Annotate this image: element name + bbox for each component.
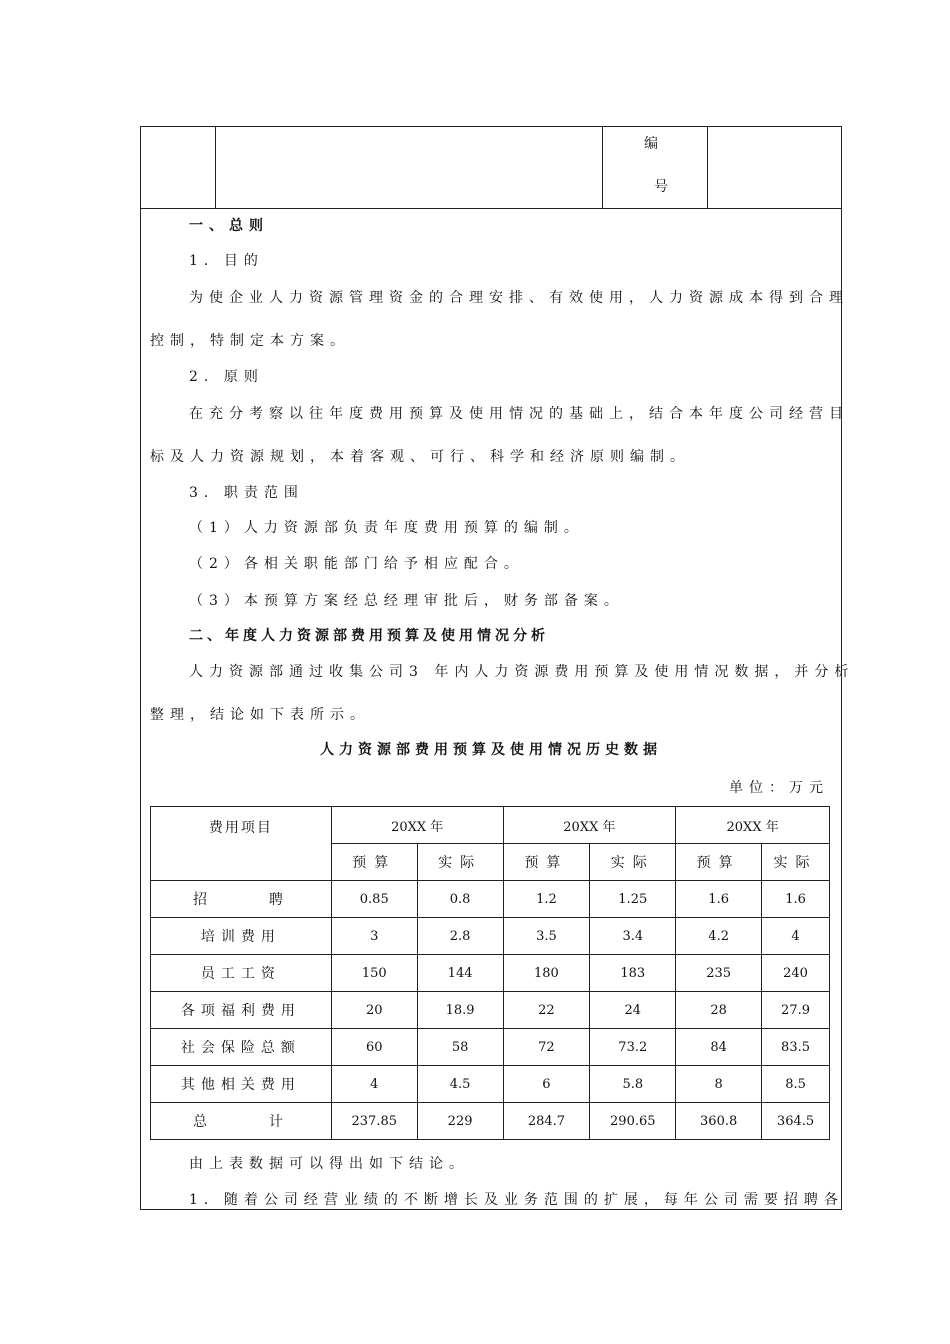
table-cell: 20 (331, 992, 417, 1029)
column-header-year-3: 20XX 年 (676, 807, 830, 844)
table-title: 人力资源部费用预算及使用情况历史数据 (320, 742, 662, 758)
table-unit: 单位：万元 (729, 780, 829, 796)
section-1-1-title: 1．目的 (189, 253, 264, 269)
table-cell: 1.6 (762, 881, 830, 918)
table-row (151, 955, 830, 992)
table-cell: 18.9 (417, 992, 503, 1029)
section-2-line-1: 人力资源部通过收集公司3 年内人力资源费用预算及使用情况数据，并分析 (189, 664, 855, 680)
table-cell: 4.2 (676, 918, 762, 955)
table-cell: 3.4 (590, 918, 676, 955)
table-cell: 229 (417, 1103, 503, 1140)
section-2-line-2: 整理，结论如下表所示。 (150, 707, 370, 723)
header-cell-title (216, 127, 603, 208)
row-label-training: 培训费用 (151, 918, 332, 955)
table-cell: 150 (331, 955, 417, 992)
sub-header-budget-1: 预算 (331, 844, 417, 881)
header-cell-number-value (708, 127, 842, 208)
column-header-year-1: 20XX 年 (331, 807, 503, 844)
sub-header-budget-3: 预算 (676, 844, 762, 881)
section-1-3-item-3: （3）本预算方案经总经理审批后，财务部备案。 (189, 593, 624, 609)
table-cell: 183 (590, 955, 676, 992)
table-cell: 5.8 (590, 1066, 676, 1103)
table-row (151, 1103, 830, 1140)
table-cell: 1.25 (590, 881, 676, 918)
section-1-2-line-2: 标及人力资源规划，本着客观、可行、科学和经济原则编制。 (150, 449, 690, 465)
sub-header-budget-2: 预算 (503, 844, 590, 881)
row-label-other: 其他相关费用 (151, 1066, 332, 1103)
table-header-row-1 (151, 807, 830, 844)
row-label-social-insurance: 社会保险总额 (151, 1029, 332, 1066)
sub-header-actual-2: 实际 (590, 844, 676, 881)
document-frame (140, 126, 855, 1210)
table-cell: 8 (676, 1066, 762, 1103)
table-cell: 73.2 (590, 1029, 676, 1066)
header-cell-number-label (603, 127, 708, 208)
table-cell: 2.8 (417, 918, 503, 955)
section-1-2-line-1: 在充分考察以往年度费用预算及使用情况的基础上，结合本年度公司经营目 (189, 406, 849, 422)
table-cell: 0.8 (417, 881, 503, 918)
row-label-total (151, 1103, 332, 1140)
column-header-year-2: 20XX 年 (503, 807, 676, 844)
section-1-2-title: 2．原则 (189, 369, 264, 385)
section-1-3-item-2: （2）各相关职能部门给予相应配合。 (189, 556, 524, 572)
table-cell: 8.5 (762, 1066, 830, 1103)
budget-table (150, 806, 830, 1140)
row-label-part-b: 计 (268, 1114, 289, 1130)
table-cell: 6 (503, 1066, 590, 1103)
section-1-3-item-1: （1）人力资源部负责年度费用预算的编制。 (189, 520, 584, 536)
section-1-1-line-2: 控制，特制定本方案。 (150, 333, 350, 349)
sub-header-actual-1: 实际 (417, 844, 503, 881)
table-cell: 84 (676, 1029, 762, 1066)
table-cell: 144 (417, 955, 503, 992)
table-cell: 4.5 (417, 1066, 503, 1103)
table-cell: 360.8 (676, 1103, 762, 1140)
table-cell: 27.9 (762, 992, 830, 1029)
table-row (151, 918, 830, 955)
column-header-item: 费用项目 (151, 807, 332, 881)
table-cell: 364.5 (762, 1103, 830, 1140)
header-row (141, 127, 841, 209)
section-1-3-title: 3．职责范围 (189, 485, 304, 501)
sub-header-actual-3: 实际 (762, 844, 830, 881)
table-cell: 72 (503, 1029, 590, 1066)
table-cell: 180 (503, 955, 590, 992)
table-cell: 83.5 (762, 1029, 830, 1066)
table-cell: 290.65 (590, 1103, 676, 1140)
table-cell: 284.7 (503, 1103, 590, 1140)
table-row (151, 992, 830, 1029)
header-cell-blank-1 (141, 127, 216, 208)
table-cell: 1.6 (676, 881, 762, 918)
table-cell: 3.5 (503, 918, 590, 955)
row-label-part-a: 招 (193, 892, 213, 908)
table-cell: 58 (417, 1029, 503, 1066)
table-cell: 1.2 (503, 881, 590, 918)
row-label-salary: 员工工资 (151, 955, 332, 992)
table-cell: 3 (331, 918, 417, 955)
row-label-part-b: 聘 (268, 892, 289, 908)
table-cell: 60 (331, 1029, 417, 1066)
section-2-title: 二、年度人力资源部费用预算及使用情况分析 (189, 628, 549, 644)
table-cell: 0.85 (331, 881, 417, 918)
section-1-title: 一、总则 (189, 218, 269, 234)
conclusion-item-1: 1．随着公司经营业绩的不断增长及业务范围的扩展，每年公司需要招聘各 (189, 1192, 844, 1208)
table-cell: 22 (503, 992, 590, 1029)
table-cell: 24 (590, 992, 676, 1029)
table-cell: 240 (762, 955, 830, 992)
table-row (151, 881, 830, 918)
conclusion-intro: 由上表数据可以得出如下结论。 (189, 1156, 469, 1172)
table-cell: 237.85 (331, 1103, 417, 1140)
table-row (151, 1029, 830, 1066)
table-cell: 4 (762, 918, 830, 955)
number-label-bottom: 号 (654, 179, 668, 195)
row-label-recruitment (151, 881, 332, 918)
table-cell: 4 (331, 1066, 417, 1103)
row-label-part-a: 总 (193, 1114, 213, 1130)
number-label-top: 编 (644, 136, 658, 152)
table-cell: 28 (676, 992, 762, 1029)
row-label-welfare: 各项福利费用 (151, 992, 332, 1029)
table-cell: 235 (676, 955, 762, 992)
section-1-1-line-1: 为使企业人力资源管理资金的合理安排、有效使用，人力资源成本得到合理 (189, 290, 849, 306)
table-row (151, 1066, 830, 1103)
